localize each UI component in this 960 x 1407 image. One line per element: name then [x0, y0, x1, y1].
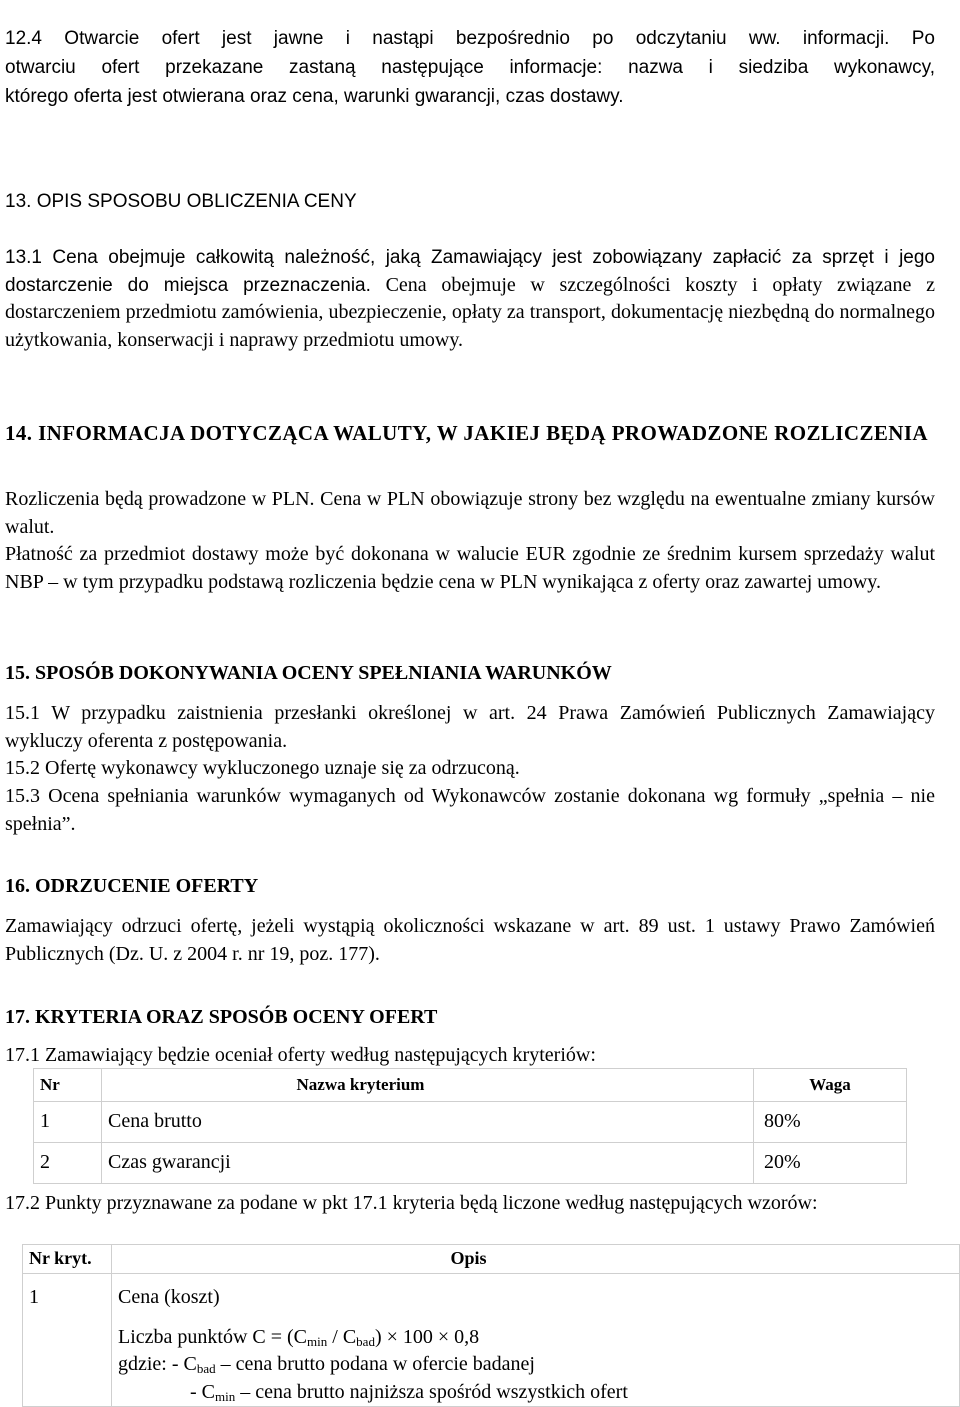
table-cell-description: [112, 1274, 960, 1407]
heading-13: 13. OPIS SPOSOBU OBLICZENIA CENY: [5, 191, 357, 212]
column-header-name: Nazwa kryterium: [102, 1069, 754, 1102]
paragraph-13-1: [5, 244, 935, 354]
paragraph-15-3: 15.3 Ocena spełniania warunków wymaganych od Wykonawców zostanie dokonana wg formuły „spełnia – nie spełnia”.: [5, 785, 935, 835]
table-row: [34, 1102, 907, 1143]
formula-part: Liczba punktów C = (C: [118, 1325, 308, 1348]
paragraph-14-1: Rozliczenia będą prowadzone w PLN. Cena w PLN obowiązuje strony bez względu na ewentualne zmiany kursów walut.: [5, 488, 935, 538]
paragraph-17-2: 17.2 Punkty przyznawane za podane w pkt 17.1 kryteria będą liczone według następujących wzorów:: [5, 1192, 818, 1214]
table-row: [34, 1143, 907, 1184]
column-header-weight: Waga: [754, 1069, 907, 1102]
formula-subscript: bad: [356, 1333, 375, 1349]
text-line: 12.4 Otwarcie ofert jest jawne i nastąpi bezpośrednio po odczytaniu ww. informacji. Po: [5, 28, 935, 49]
paragraph-14-2: Płatność za przedmiot dostawy może być dokonana w walucie EUR zgodnie ze średnim kursem sprzedaży walut NBP – w tym przypadku podstawą rozliczenia będzie cena w PLN wynikająca z oferty oraz zawartej umowy.: [5, 543, 935, 593]
column-header-opis: Opis: [112, 1245, 960, 1274]
paragraph-15-1: 15.1 W przypadku zaistnienia przesłanki określonej w art. 24 Prawa Zamówień Publicznych Zamawiający wykluczy oferenta z postępowania.: [5, 702, 935, 752]
formula-part: / C: [327, 1325, 357, 1348]
table-cell: Cena brutto: [102, 1102, 754, 1143]
table-row: [23, 1274, 960, 1407]
formula-part: gdzie: - C: [118, 1353, 197, 1375]
formula-table: [22, 1244, 960, 1407]
formula-part: ) × 100 × 0,8: [374, 1325, 480, 1348]
formula-part: – cena brutto podana w ofercie badanej: [215, 1353, 535, 1375]
table-header-row: [23, 1245, 960, 1274]
paragraph-16-1: Zamawiający odrzuci ofertę, jeżeli wystąpią okoliczności wskazane w art. 89 ust. 1 ustawy Prawo Zamówień Publicznych (Dz. U. z 2004 r. nr 19, poz. 177).: [5, 915, 935, 965]
table-cell: Czas gwarancji: [102, 1143, 754, 1184]
paragraph-12-4: [5, 24, 935, 111]
formula-part: - C: [190, 1380, 215, 1403]
paragraph-13-1-sans: 13.1 Cena obejmuje całkowitą należność, jaką Zamawiający jest zobowiązany zapłacić za sprzęt i jego dostarczenie do miejsca przeznaczenia.: [5, 247, 935, 296]
criterion-title: Cena (koszt): [118, 1286, 220, 1308]
heading-15: 15. SPOSÓB DOKONYWANIA OCENY SPEŁNIANIA WARUNKÓW: [5, 662, 612, 684]
formula-where-line: [118, 1351, 953, 1379]
heading-16: 16. ODRZUCENIE OFERTY: [5, 875, 259, 897]
column-header-nr-kryt: Nr kryt.: [23, 1245, 112, 1274]
paragraph-15-2: 15.2 Ofertę wykonawcy wykluczonego uznaje się za odrzuconą.: [5, 757, 520, 779]
table-cell: 1: [34, 1102, 102, 1143]
formula-subscript: min: [307, 1333, 328, 1349]
table-header-row: [34, 1069, 907, 1102]
column-header-nr: Nr: [34, 1069, 102, 1102]
text-line: otwarciu ofert przekazane zastaną następujące informacje: nazwa i siedziba wykonawcy,: [5, 57, 935, 78]
formula-part: – cena brutto najniższa spośród wszystkich ofert: [235, 1380, 628, 1403]
formula-where-line: [118, 1379, 953, 1407]
formula-subscript: min: [215, 1388, 236, 1404]
table-cell: 1: [23, 1274, 112, 1407]
heading-17: 17. KRYTERIA ORAZ SPOSÓB OCENY OFERT: [5, 1006, 438, 1028]
text-line: którego oferta jest otwierana oraz cena, warunki gwarancji, czas dostawy.: [5, 86, 624, 107]
formula-subscript: bad: [196, 1361, 216, 1376]
paragraph-17-1: 17.1 Zamawiający będzie oceniał oferty według następujących kryteriów:: [5, 1044, 596, 1066]
formula-line: [118, 1324, 953, 1352]
table-cell: 2: [34, 1143, 102, 1184]
table-cell: 20%: [754, 1143, 907, 1184]
heading-14: 14. INFORMACJA DOTYCZĄCA WALUTY, W JAKIEJ BĘDĄ PROWADZONE ROZLICZENIA: [5, 421, 928, 445]
paragraph-13-1-serif: Cena obejmuje w szczególności koszty i opłaty związane z dostarczeniem przedmiotu zamówienia, ubezpieczenie, opłaty za transport, dokumentację niezbędną do normalnego użytkowania, konserwacji i naprawy przedmiotu umowy.: [5, 273, 935, 351]
table-cell: 80%: [754, 1102, 907, 1143]
criteria-table: [33, 1068, 907, 1184]
